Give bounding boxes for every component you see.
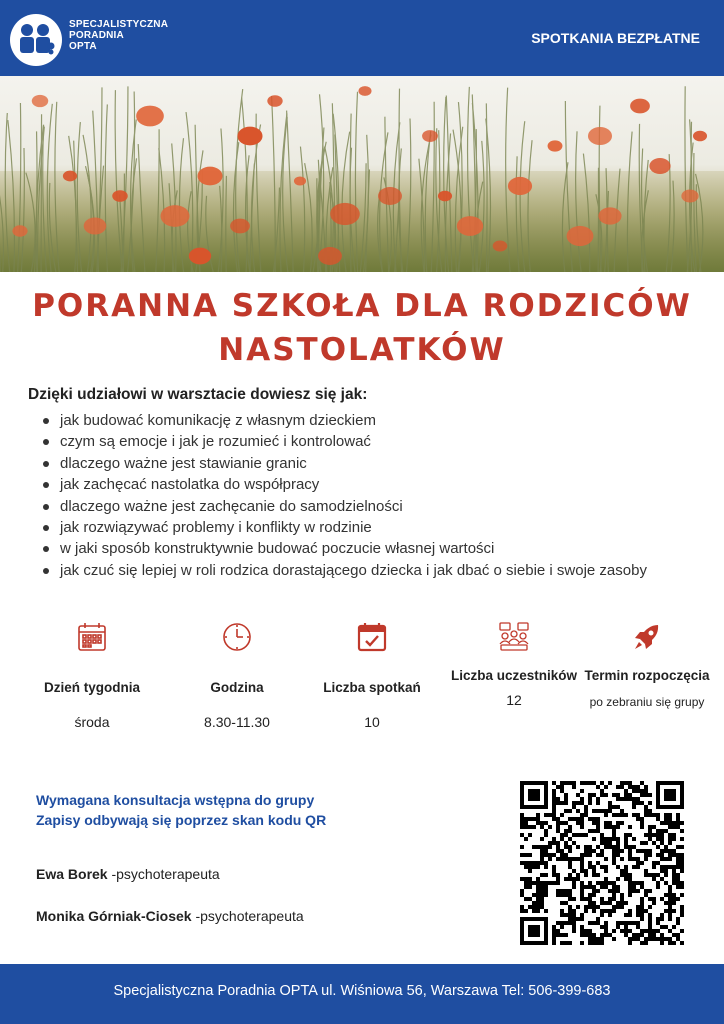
therapist-role: -psychoterapeuta <box>111 866 220 882</box>
list-item: jak zachęcać nastolatka do współpracy <box>40 474 647 495</box>
list-item: jak czuć się lepiej w roli rodzica dorastającego dziecka i jak dbać o siebie i swoje zasoby <box>40 560 647 581</box>
signup-note <box>36 790 326 830</box>
list-item: czym są emocje i jak je rozumieć i kontrolować <box>40 431 647 452</box>
info-value: 10 <box>364 714 380 730</box>
info-label: Termin rozpoczęcia <box>584 668 710 683</box>
group-meeting-icon <box>497 620 531 654</box>
info-start <box>577 620 717 711</box>
list-item: dlaczego ważne jest zachęcanie do samodzielności <box>40 496 647 517</box>
list-item: jak rozwiązywać problemy i konflikty w rodzinie <box>40 517 647 538</box>
header-bar <box>0 0 724 76</box>
info-value: po zebraniu się grupy <box>589 695 705 709</box>
footer-bar <box>0 964 724 1024</box>
title-line: PORANNA SZKOŁA DLA RODZICÓW <box>32 288 692 324</box>
info-value: środa <box>74 714 110 730</box>
note-line: Wymagana konsultacja wstępna do grupy <box>36 792 315 808</box>
therapist-entry <box>36 908 304 924</box>
info-label: Liczba uczestników <box>450 668 578 683</box>
page-title <box>0 284 724 372</box>
brand-line: PORADNIA <box>69 30 124 41</box>
brand-line: SPECJALISTYCZNA <box>69 19 169 30</box>
intro-text: Dzięki udziałowi w warsztacie dowiesz się jak: <box>28 386 368 403</box>
therapist-role: -psychoterapeuta <box>195 908 304 924</box>
calendar-check-icon <box>355 620 389 654</box>
topics-list <box>40 410 647 581</box>
note-line: Zapisy odbywają się poprzez skan kodu QR <box>36 812 327 828</box>
info-label: Godzina <box>210 680 264 695</box>
poppy-field-photo <box>0 76 724 272</box>
info-time <box>167 620 307 732</box>
info-meetings <box>302 620 442 732</box>
title-line: NASTOLATKÓW <box>218 332 506 368</box>
calendar-grid-icon <box>75 620 109 654</box>
tagline: SPOTKANIA BEZPŁATNE <box>531 30 700 46</box>
info-value: 12 <box>506 692 522 708</box>
opta-logo <box>10 14 62 66</box>
therapist-name: Monika Górniak-Ciosek <box>36 908 192 924</box>
info-label: Liczba spotkań <box>323 680 421 695</box>
list-item: jak budować komunikację z własnym dzieckiem <box>40 410 647 431</box>
info-day <box>22 620 162 732</box>
rocket-icon <box>630 620 664 654</box>
brand-line: OPTA <box>69 41 97 52</box>
brand-name <box>69 19 168 52</box>
signup-qr-code[interactable] <box>520 781 684 945</box>
clock-icon <box>220 620 254 654</box>
info-label: Dzień tygodnia <box>43 680 140 695</box>
footer-contact: Specjalistyczna Poradnia OPTA ul. Wiśniowa 56, Warszawa Tel: 506-399-683 <box>113 983 611 999</box>
info-value: 8.30-11.30 <box>204 714 270 730</box>
therapist-entry <box>36 866 220 882</box>
therapist-name: Ewa Borek <box>36 866 108 882</box>
list-item: w jaki sposób konstruktywnie budować poczucie własnej wartości <box>40 538 647 559</box>
info-participants <box>444 620 584 710</box>
list-item: dlaczego ważne jest stawianie granic <box>40 453 647 474</box>
